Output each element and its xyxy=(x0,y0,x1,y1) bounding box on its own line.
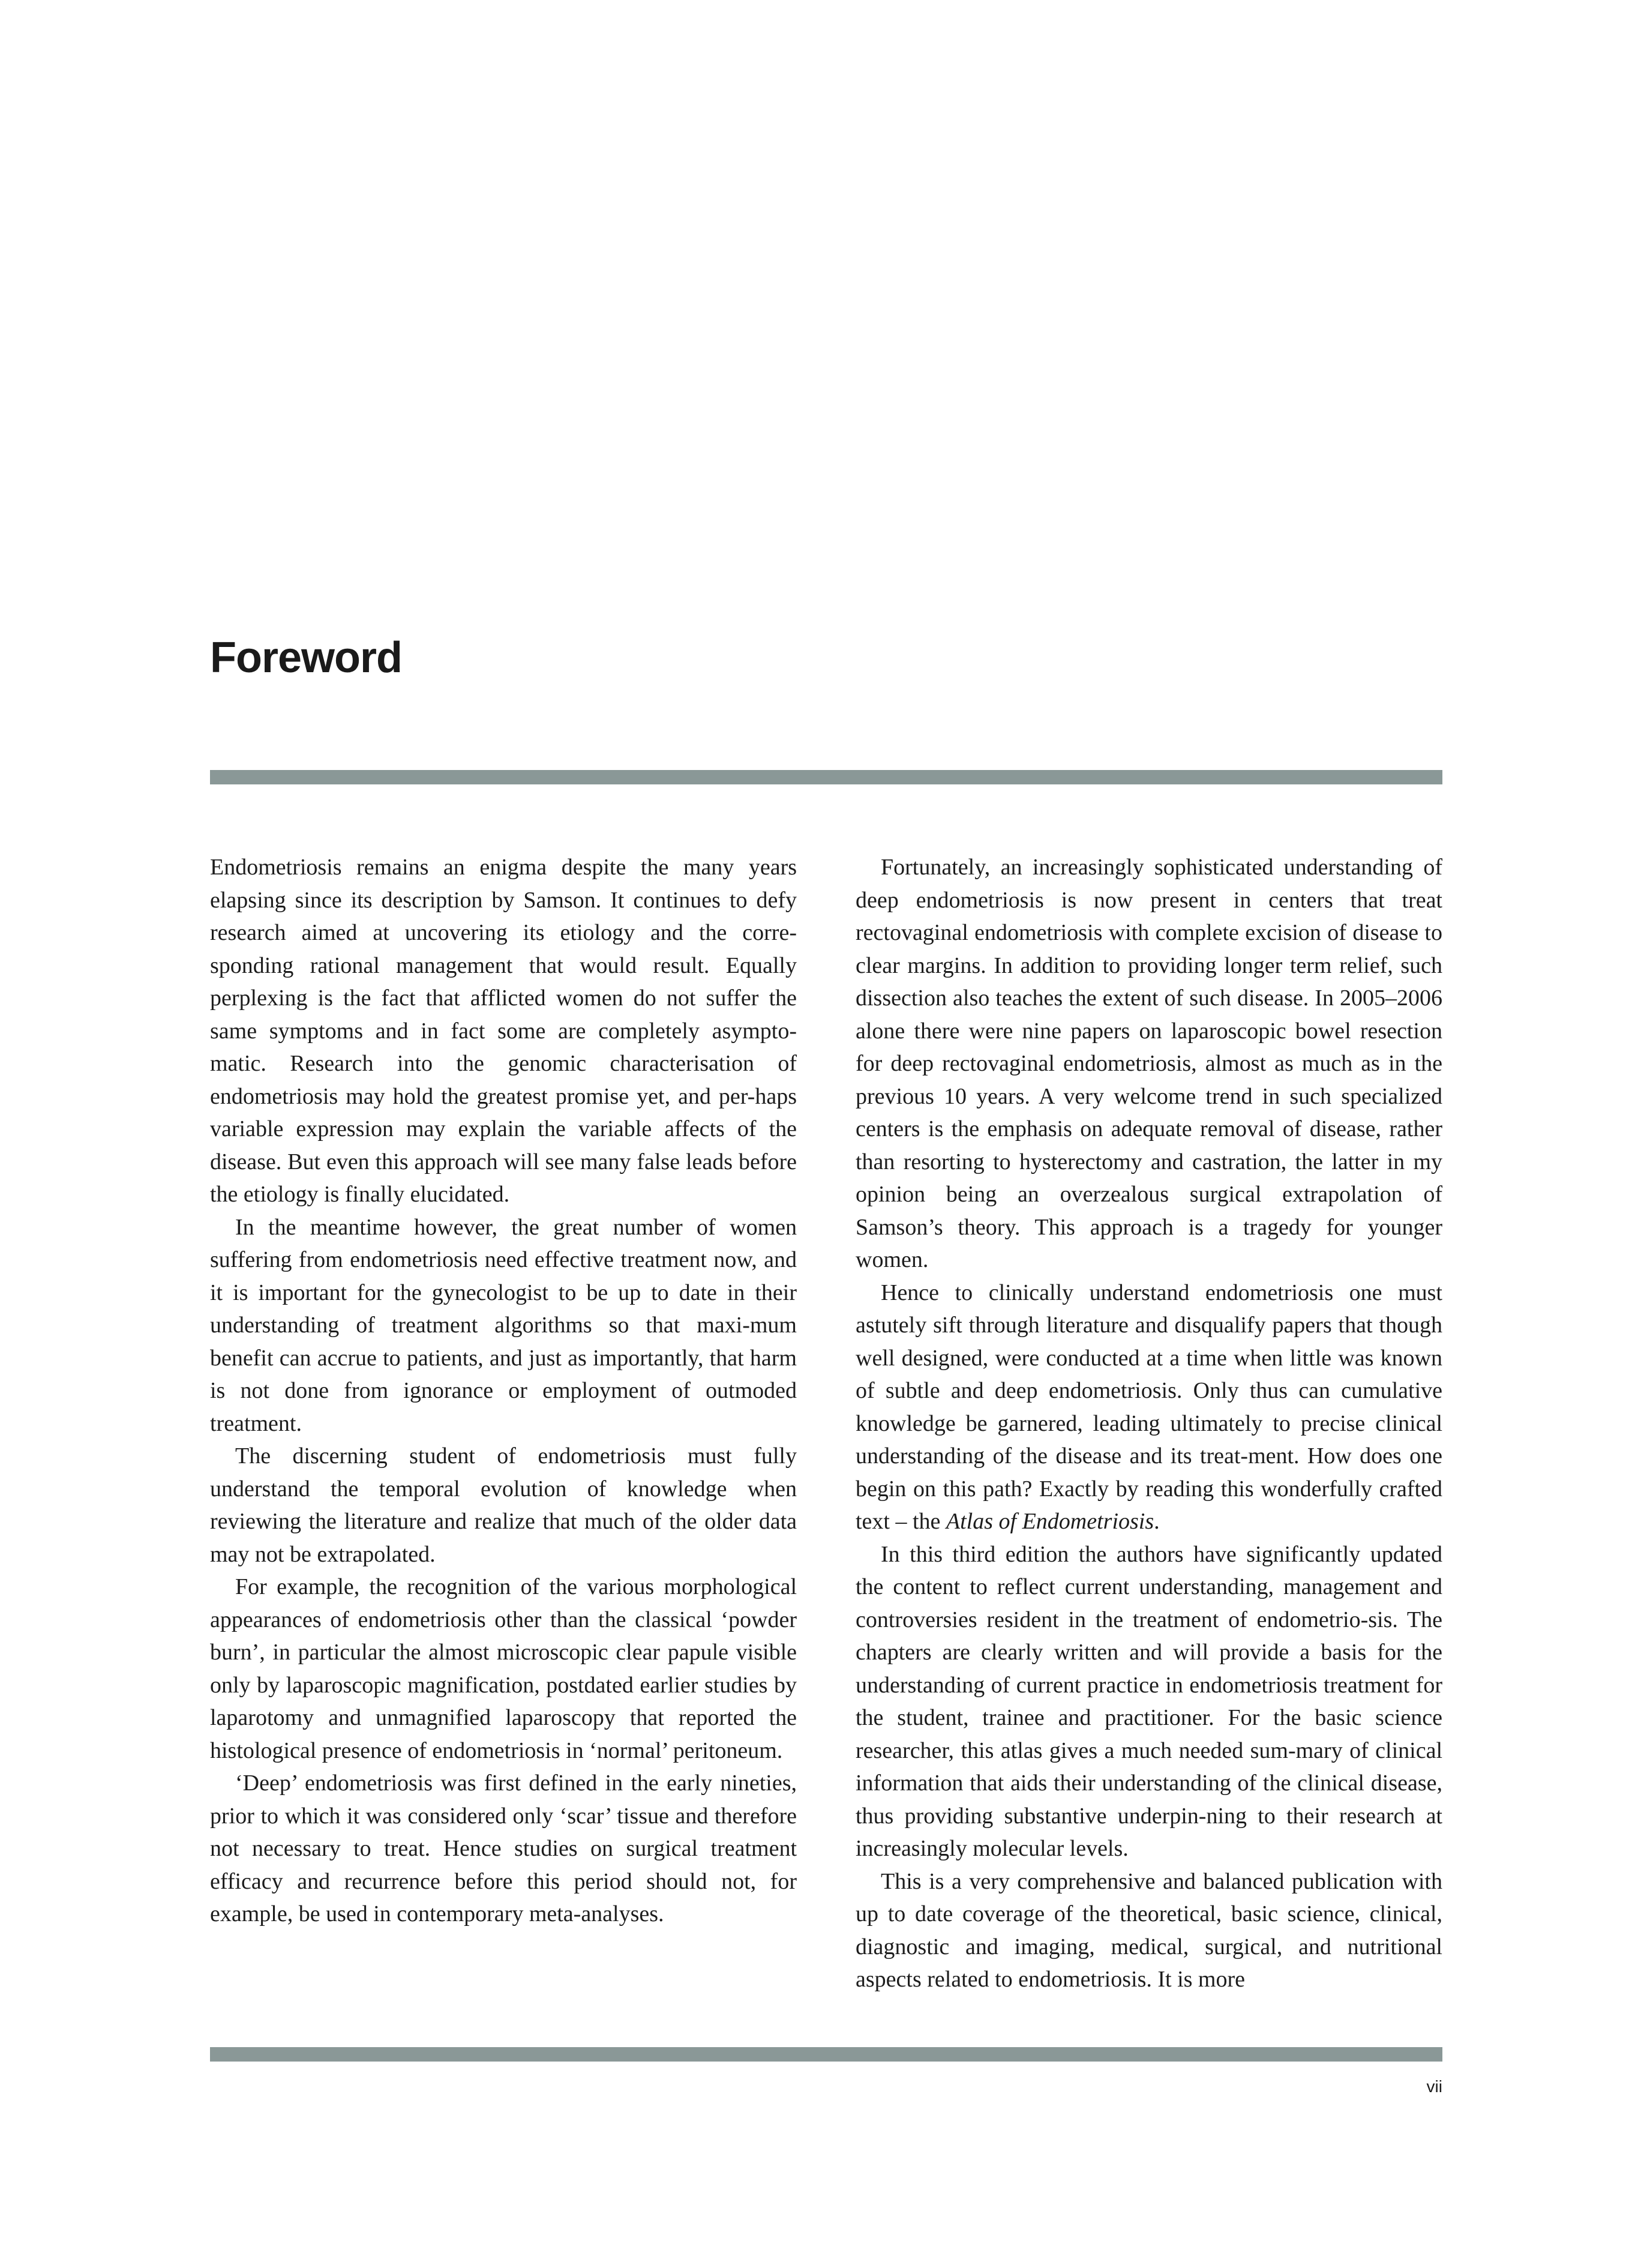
page-number: vii xyxy=(1426,2077,1442,2096)
right-text-column xyxy=(856,851,1442,2027)
bottom-divider-bar xyxy=(210,2047,1442,2062)
left-text-column xyxy=(210,851,797,2027)
paragraph-text: . xyxy=(1154,1509,1160,1534)
paragraph: Endometriosis remains an enigma despite the many years elapsing since its description by Samson. It continues to defy research aimed at uncovering its etiology and the corre-sponding rational management that would result. Equally perplexing is the fact that afflicted women do not suffer the same symptoms and in fact some are completely asympto-matic. Research into the genomic characterisation of endometriosis may hold the greatest promise yet, and per-haps variable expression may explain the variable affects of the disease. But even this approach will see many false leads before the etiology is finally elucidated. xyxy=(210,855,797,1207)
book-title: Atlas of Endometriosis xyxy=(946,1509,1154,1534)
paragraph: In this third edition the authors have significantly updated the content to reflect current understanding, management and controversies resident in the treatment of endometrio-sis. The chapters are clearly written and will provide a basis for the understanding of current practice in endometriosis treatment for the student, trainee and practitioner. For the basic science researcher, this atlas gives a much needed sum-mary of clinical information that aids their understanding of the clinical disease, thus providing substantive underpin-ning to their research at increasingly molecular levels. xyxy=(856,1541,1442,1861)
paragraph: Fortunately, an increasingly sophisticated understanding of deep endometriosis is now present in centers that treat rectovaginal endometriosis with complete excision of disease to clear margins. In addition to providing longer term relief, such dissection also teaches the extent of such disease. In 2005–2006 alone there were nine papers on laparoscopic bowel resection for deep rectovaginal endometriosis, almost as much as in the previous 10 years. A very welcome trend in such specialized centers is the emphasis on adequate removal of disease, rather than resorting to hysterectomy and castration, the latter in my opinion being an overzealous surgical extrapolation of Samson’s theory. This approach is a tragedy for younger women. xyxy=(856,855,1442,1272)
paragraph: ‘Deep’ endometriosis was first defined in the early nineties, prior to which it was considered only ‘scar’ tissue and therefore not necessary to treat. Hence studies on surgical treatment efficacy and recurrence before this period should not, for example, be used in contemporary meta-analyses. xyxy=(210,1770,797,1927)
paragraph: This is a very comprehensive and balanced publication with up to date coverage of the theoretical, basic science, clinical, diagnostic and imaging, medical, surgical, and nutritional aspects related to endometriosis. It is more xyxy=(856,1868,1442,1992)
top-divider-bar xyxy=(210,770,1442,784)
paragraph: For example, the recognition of the various morphological appearances of endometriosis other than the classical ‘powder burn’, in particular the almost microscopic clear papule visible only by laparoscopic magnification, postdated earlier studies by laparotomy and unmagnified laparoscopy that reported the histological presence of endometriosis in ‘normal’ peritoneum. xyxy=(210,1574,797,1763)
paragraph: In the meantime however, the great number of women suffering from endometriosis need effective treatment now, and it is important for the gynecologist to be up to date in their understanding of treatment algorithms so that maxi-mum benefit can accrue to patients, and just as importantly, that harm is not done from ignorance or employment of outmoded treatment. xyxy=(210,1214,797,1436)
paragraph: The discerning student of endometriosis must fully understand the temporal evolution of knowledge when reviewing the literature and realize that much of the older data may not be extrapolated. xyxy=(210,1443,797,1567)
page-title: Foreword xyxy=(210,634,403,682)
paragraph-text: Hence to clinically understand endometriosis one must astutely sift through literature and disqualify papers that though well designed, were conducted at a time when little was known of subtle and deep endometriosis. Only thus can cumulative knowledge be garnered, leading ultimately to precise clinical understanding of the disease and its treat-ment. How does one begin on this path? Exactly by reading this wonderfully crafted text – the xyxy=(856,1280,1442,1534)
paragraph xyxy=(856,1277,1442,1538)
